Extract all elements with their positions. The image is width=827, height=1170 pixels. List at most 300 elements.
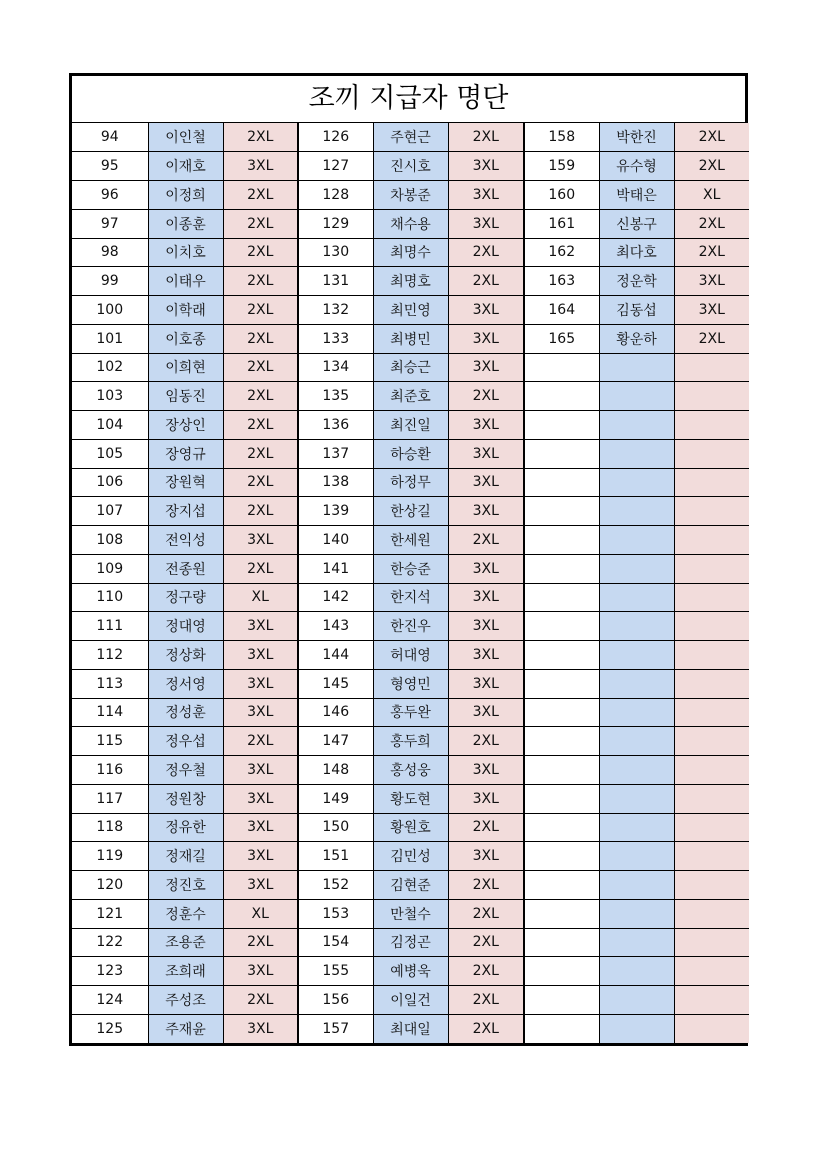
entry-size-cell: 2XL xyxy=(674,123,749,152)
entry-number-cell: 136 xyxy=(298,411,373,440)
entry-size-cell: 3XL xyxy=(448,641,524,670)
entry-number-cell: 107 xyxy=(72,497,148,526)
entry-name-cell xyxy=(599,411,674,440)
entry-size-cell: 2XL xyxy=(674,209,749,238)
entry-number-cell: 127 xyxy=(298,152,373,181)
table-row xyxy=(72,439,749,468)
entry-name-cell: 황도현 xyxy=(373,784,448,813)
entry-number-cell: 101 xyxy=(72,324,148,353)
entry-name-cell: 최병민 xyxy=(373,324,448,353)
entry-size-cell: 2XL xyxy=(448,267,524,296)
entry-name-cell: 한지석 xyxy=(373,583,448,612)
entry-number-cell: 123 xyxy=(72,957,148,986)
entry-number-cell: 165 xyxy=(524,324,599,353)
entry-size-cell: 3XL xyxy=(448,439,524,468)
entry-number-cell xyxy=(524,957,599,986)
entry-number-cell xyxy=(524,928,599,957)
entry-number-cell: 155 xyxy=(298,957,373,986)
entry-number-cell xyxy=(524,698,599,727)
entry-name-cell: 형영민 xyxy=(373,669,448,698)
entry-size-cell: 3XL xyxy=(223,641,298,670)
entry-number-cell: 129 xyxy=(298,209,373,238)
entry-size-cell: 3XL xyxy=(223,612,298,641)
entry-number-cell: 94 xyxy=(72,123,148,152)
table-row xyxy=(72,756,749,785)
entry-number-cell xyxy=(524,641,599,670)
entry-number-cell: 130 xyxy=(298,238,373,267)
table-row xyxy=(72,468,749,497)
entry-number-cell: 110 xyxy=(72,583,148,612)
entry-number-cell xyxy=(524,1014,599,1043)
entry-name-cell: 이정희 xyxy=(148,181,223,210)
entry-number-cell: 103 xyxy=(72,382,148,411)
entry-number-cell xyxy=(524,756,599,785)
entry-number-cell xyxy=(524,842,599,871)
entry-name-cell: 주재윤 xyxy=(148,1014,223,1043)
entry-size-cell: 2XL xyxy=(448,813,524,842)
entry-name-cell: 최명호 xyxy=(373,267,448,296)
entry-number-cell: 139 xyxy=(298,497,373,526)
entry-name-cell xyxy=(599,698,674,727)
entry-name-cell: 허대영 xyxy=(373,641,448,670)
entry-name-cell xyxy=(599,612,674,641)
entry-number-cell xyxy=(524,727,599,756)
entry-name-cell: 김정곤 xyxy=(373,928,448,957)
entry-name-cell: 조용준 xyxy=(148,928,223,957)
entry-size-cell: 3XL xyxy=(448,669,524,698)
entry-number-cell: 124 xyxy=(72,986,148,1015)
entry-size-cell: 3XL xyxy=(223,152,298,181)
entry-number-cell: 125 xyxy=(72,1014,148,1043)
entry-name-cell xyxy=(599,669,674,698)
entry-name-cell xyxy=(599,957,674,986)
entry-name-cell xyxy=(599,727,674,756)
entry-number-cell: 121 xyxy=(72,899,148,928)
entry-name-cell: 정우철 xyxy=(148,756,223,785)
table-row xyxy=(72,612,749,641)
entry-size-cell: 2XL xyxy=(448,526,524,555)
entry-name-cell: 정진호 xyxy=(148,871,223,900)
entry-name-cell: 최민영 xyxy=(373,296,448,325)
entry-name-cell: 이학래 xyxy=(148,296,223,325)
entry-size-cell: 2XL xyxy=(674,324,749,353)
entry-size-cell: 2XL xyxy=(223,238,298,267)
entry-name-cell: 최승근 xyxy=(373,353,448,382)
entry-number-cell: 160 xyxy=(524,181,599,210)
entry-size-cell: 2XL xyxy=(223,267,298,296)
roster-table xyxy=(72,123,749,1043)
entry-number-cell xyxy=(524,468,599,497)
entry-size-cell xyxy=(674,411,749,440)
table-row xyxy=(72,583,749,612)
entry-size-cell xyxy=(674,957,749,986)
entry-size-cell: 2XL xyxy=(223,727,298,756)
entry-size-cell: XL xyxy=(674,181,749,210)
table-row xyxy=(72,181,749,210)
entry-size-cell: 2XL xyxy=(674,152,749,181)
entry-size-cell: 3XL xyxy=(223,813,298,842)
entry-size-cell: 2XL xyxy=(223,382,298,411)
entry-size-cell xyxy=(674,727,749,756)
entry-name-cell: 정운학 xyxy=(599,267,674,296)
table-row xyxy=(72,526,749,555)
entry-number-cell: 147 xyxy=(298,727,373,756)
table-row xyxy=(72,669,749,698)
entry-name-cell xyxy=(599,756,674,785)
entry-number-cell: 152 xyxy=(298,871,373,900)
entry-number-cell xyxy=(524,899,599,928)
table-row xyxy=(72,871,749,900)
entry-size-cell: 2XL xyxy=(223,468,298,497)
entry-number-cell: 97 xyxy=(72,209,148,238)
entry-number-cell: 126 xyxy=(298,123,373,152)
entry-number-cell: 135 xyxy=(298,382,373,411)
entry-name-cell: 정유한 xyxy=(148,813,223,842)
table-row xyxy=(72,497,749,526)
entry-size-cell xyxy=(674,756,749,785)
entry-name-cell: 황운하 xyxy=(599,324,674,353)
entry-number-cell: 164 xyxy=(524,296,599,325)
entry-size-cell: 3XL xyxy=(223,698,298,727)
entry-size-cell: 2XL xyxy=(223,181,298,210)
entry-size-cell xyxy=(674,612,749,641)
entry-name-cell: 최다호 xyxy=(599,238,674,267)
entry-number-cell: 109 xyxy=(72,554,148,583)
entry-number-cell: 154 xyxy=(298,928,373,957)
entry-size-cell: 3XL xyxy=(448,296,524,325)
entry-number-cell: 158 xyxy=(524,123,599,152)
entry-size-cell: 3XL xyxy=(448,842,524,871)
entry-number-cell: 140 xyxy=(298,526,373,555)
entry-number-cell: 100 xyxy=(72,296,148,325)
entry-name-cell: 박한진 xyxy=(599,123,674,152)
entry-number-cell: 151 xyxy=(298,842,373,871)
entry-number-cell xyxy=(524,986,599,1015)
entry-size-cell: 2XL xyxy=(448,727,524,756)
entry-size-cell: 3XL xyxy=(448,554,524,583)
entry-size-cell: 2XL xyxy=(223,324,298,353)
entry-number-cell: 138 xyxy=(298,468,373,497)
entry-name-cell: 정원창 xyxy=(148,784,223,813)
entry-name-cell: 주성조 xyxy=(148,986,223,1015)
table-row xyxy=(72,641,749,670)
entry-size-cell: 3XL xyxy=(223,756,298,785)
entry-number-cell: 111 xyxy=(72,612,148,641)
entry-size-cell: 3XL xyxy=(448,583,524,612)
entry-name-cell xyxy=(599,899,674,928)
entry-number-cell: 98 xyxy=(72,238,148,267)
entry-number-cell: 149 xyxy=(298,784,373,813)
entry-name-cell: 홍성웅 xyxy=(373,756,448,785)
entry-size-cell xyxy=(674,641,749,670)
entry-size-cell xyxy=(674,871,749,900)
entry-name-cell: 한진우 xyxy=(373,612,448,641)
entry-number-cell xyxy=(524,784,599,813)
entry-number-cell: 128 xyxy=(298,181,373,210)
entry-name-cell: 김동섭 xyxy=(599,296,674,325)
entry-name-cell: 이인철 xyxy=(148,123,223,152)
entry-size-cell: 2XL xyxy=(223,353,298,382)
entry-name-cell: 김민성 xyxy=(373,842,448,871)
entry-number-cell: 118 xyxy=(72,813,148,842)
entry-number-cell: 144 xyxy=(298,641,373,670)
entry-number-cell: 156 xyxy=(298,986,373,1015)
entry-size-cell: 3XL xyxy=(448,353,524,382)
entry-size-cell xyxy=(674,382,749,411)
entry-size-cell: 2XL xyxy=(223,123,298,152)
entry-number-cell: 116 xyxy=(72,756,148,785)
entry-size-cell: 2XL xyxy=(448,928,524,957)
entry-name-cell: 정구량 xyxy=(148,583,223,612)
entry-name-cell: 장원혁 xyxy=(148,468,223,497)
entry-size-cell: 3XL xyxy=(674,267,749,296)
entry-number-cell: 104 xyxy=(72,411,148,440)
entry-number-cell: 102 xyxy=(72,353,148,382)
entry-number-cell: 96 xyxy=(72,181,148,210)
entry-size-cell: 2XL xyxy=(674,238,749,267)
entry-size-cell xyxy=(674,669,749,698)
entry-name-cell xyxy=(599,986,674,1015)
entry-size-cell: 3XL xyxy=(448,324,524,353)
entry-size-cell: 3XL xyxy=(448,784,524,813)
entry-size-cell: 2XL xyxy=(448,123,524,152)
entry-size-cell xyxy=(674,899,749,928)
entry-size-cell: 2XL xyxy=(448,1014,524,1043)
table-row xyxy=(72,267,749,296)
entry-size-cell: 3XL xyxy=(223,669,298,698)
table-row xyxy=(72,296,749,325)
entry-size-cell: 3XL xyxy=(223,842,298,871)
entry-number-cell: 117 xyxy=(72,784,148,813)
table-row xyxy=(72,152,749,181)
entry-number-cell: 161 xyxy=(524,209,599,238)
entry-size-cell: 2XL xyxy=(448,899,524,928)
entry-name-cell: 조희래 xyxy=(148,957,223,986)
entry-name-cell: 이태우 xyxy=(148,267,223,296)
entry-size-cell: 2XL xyxy=(448,238,524,267)
entry-name-cell xyxy=(599,871,674,900)
table-row xyxy=(72,957,749,986)
entry-number-cell xyxy=(524,411,599,440)
entry-name-cell: 임동진 xyxy=(148,382,223,411)
entry-number-cell: 105 xyxy=(72,439,148,468)
entry-number-cell xyxy=(524,526,599,555)
entry-number-cell: 131 xyxy=(298,267,373,296)
entry-number-cell xyxy=(524,583,599,612)
table-row xyxy=(72,238,749,267)
entry-number-cell: 112 xyxy=(72,641,148,670)
entry-name-cell: 최명수 xyxy=(373,238,448,267)
entry-name-cell: 신봉구 xyxy=(599,209,674,238)
table-row xyxy=(72,727,749,756)
entry-size-cell: XL xyxy=(223,899,298,928)
table-row xyxy=(72,1014,749,1043)
entry-size-cell: 2XL xyxy=(223,411,298,440)
entry-name-cell: 정훈수 xyxy=(148,899,223,928)
table-row xyxy=(72,842,749,871)
entry-size-cell xyxy=(674,842,749,871)
roster-sheet xyxy=(69,73,748,1046)
entry-name-cell: 정성훈 xyxy=(148,698,223,727)
entry-number-cell: 99 xyxy=(72,267,148,296)
entry-name-cell: 만철수 xyxy=(373,899,448,928)
entry-number-cell: 108 xyxy=(72,526,148,555)
entry-size-cell xyxy=(674,526,749,555)
table-row xyxy=(72,928,749,957)
entry-size-cell: XL xyxy=(223,583,298,612)
entry-size-cell xyxy=(674,497,749,526)
entry-name-cell: 한상길 xyxy=(373,497,448,526)
entry-number-cell: 106 xyxy=(72,468,148,497)
entry-number-cell: 134 xyxy=(298,353,373,382)
entry-number-cell: 95 xyxy=(72,152,148,181)
entry-name-cell: 차봉준 xyxy=(373,181,448,210)
entry-number-cell: 150 xyxy=(298,813,373,842)
entry-size-cell: 3XL xyxy=(223,526,298,555)
entry-name-cell: 황원호 xyxy=(373,813,448,842)
entry-name-cell: 장상인 xyxy=(148,411,223,440)
entry-size-cell xyxy=(674,698,749,727)
entry-size-cell xyxy=(674,554,749,583)
entry-number-cell: 122 xyxy=(72,928,148,957)
entry-name-cell: 주현근 xyxy=(373,123,448,152)
entry-name-cell xyxy=(599,382,674,411)
entry-size-cell: 2XL xyxy=(223,554,298,583)
entry-name-cell: 이호종 xyxy=(148,324,223,353)
table-row xyxy=(72,554,749,583)
entry-size-cell xyxy=(674,986,749,1015)
table-row xyxy=(72,353,749,382)
entry-size-cell: 2XL xyxy=(223,928,298,957)
entry-number-cell: 153 xyxy=(298,899,373,928)
entry-name-cell xyxy=(599,353,674,382)
entry-size-cell xyxy=(674,784,749,813)
entry-name-cell: 이희현 xyxy=(148,353,223,382)
entry-number-cell: 142 xyxy=(298,583,373,612)
entry-size-cell: 3XL xyxy=(223,871,298,900)
entry-name-cell: 하정무 xyxy=(373,468,448,497)
entry-number-cell: 148 xyxy=(298,756,373,785)
entry-size-cell xyxy=(674,928,749,957)
entry-size-cell xyxy=(674,353,749,382)
entry-number-cell xyxy=(524,669,599,698)
entry-size-cell: 3XL xyxy=(223,1014,298,1043)
entry-number-cell: 115 xyxy=(72,727,148,756)
entry-name-cell xyxy=(599,1014,674,1043)
entry-size-cell: 3XL xyxy=(448,209,524,238)
entry-name-cell: 정재길 xyxy=(148,842,223,871)
entry-size-cell: 3XL xyxy=(448,497,524,526)
entry-number-cell: 133 xyxy=(298,324,373,353)
entry-size-cell: 2XL xyxy=(223,497,298,526)
entry-size-cell xyxy=(674,813,749,842)
entry-size-cell xyxy=(674,468,749,497)
entry-name-cell: 박태은 xyxy=(599,181,674,210)
table-row xyxy=(72,123,749,152)
table-row xyxy=(72,698,749,727)
entry-number-cell xyxy=(524,813,599,842)
entry-name-cell: 전종원 xyxy=(148,554,223,583)
entry-name-cell xyxy=(599,813,674,842)
entry-name-cell: 정대영 xyxy=(148,612,223,641)
table-row xyxy=(72,324,749,353)
entry-size-cell xyxy=(674,583,749,612)
roster-body xyxy=(72,123,749,1043)
entry-name-cell: 이치호 xyxy=(148,238,223,267)
entry-number-cell: 146 xyxy=(298,698,373,727)
entry-size-cell: 3XL xyxy=(448,698,524,727)
entry-size-cell: 2XL xyxy=(448,871,524,900)
table-row xyxy=(72,986,749,1015)
entry-name-cell: 정서영 xyxy=(148,669,223,698)
entry-number-cell: 120 xyxy=(72,871,148,900)
entry-number-cell: 114 xyxy=(72,698,148,727)
entry-number-cell xyxy=(524,439,599,468)
entry-name-cell: 이종훈 xyxy=(148,209,223,238)
entry-size-cell: 2XL xyxy=(448,382,524,411)
entry-number-cell xyxy=(524,612,599,641)
entry-number-cell xyxy=(524,382,599,411)
entry-name-cell xyxy=(599,554,674,583)
entry-size-cell: 2XL xyxy=(223,439,298,468)
entry-name-cell: 김현준 xyxy=(373,871,448,900)
entry-name-cell: 한승준 xyxy=(373,554,448,583)
entry-name-cell: 장지섭 xyxy=(148,497,223,526)
entry-name-cell: 홍두완 xyxy=(373,698,448,727)
entry-number-cell xyxy=(524,353,599,382)
entry-number-cell: 137 xyxy=(298,439,373,468)
entry-name-cell: 예병욱 xyxy=(373,957,448,986)
entry-name-cell: 한세원 xyxy=(373,526,448,555)
table-row xyxy=(72,411,749,440)
entry-name-cell xyxy=(599,641,674,670)
entry-name-cell xyxy=(599,468,674,497)
entry-number-cell: 157 xyxy=(298,1014,373,1043)
entry-size-cell: 2XL xyxy=(448,986,524,1015)
table-row xyxy=(72,382,749,411)
entry-name-cell: 이일건 xyxy=(373,986,448,1015)
entry-name-cell xyxy=(599,784,674,813)
entry-name-cell: 채수용 xyxy=(373,209,448,238)
entry-name-cell: 하승환 xyxy=(373,439,448,468)
page-title: 조끼 지급자 명단 xyxy=(72,76,745,123)
entry-size-cell: 3XL xyxy=(448,152,524,181)
entry-number-cell: 119 xyxy=(72,842,148,871)
entry-name-cell xyxy=(599,439,674,468)
entry-name-cell: 장영규 xyxy=(148,439,223,468)
entry-name-cell xyxy=(599,583,674,612)
entry-name-cell xyxy=(599,928,674,957)
entry-size-cell: 2XL xyxy=(223,296,298,325)
entry-name-cell: 홍두희 xyxy=(373,727,448,756)
entry-number-cell: 163 xyxy=(524,267,599,296)
entry-number-cell: 132 xyxy=(298,296,373,325)
entry-name-cell xyxy=(599,526,674,555)
table-row xyxy=(72,899,749,928)
entry-name-cell: 최준호 xyxy=(373,382,448,411)
table-row xyxy=(72,784,749,813)
entry-size-cell: 3XL xyxy=(448,756,524,785)
entry-number-cell: 162 xyxy=(524,238,599,267)
entry-size-cell: 2XL xyxy=(223,986,298,1015)
entry-size-cell xyxy=(674,1014,749,1043)
entry-size-cell: 3XL xyxy=(448,411,524,440)
entry-size-cell: 2XL xyxy=(448,957,524,986)
entry-name-cell: 정우섭 xyxy=(148,727,223,756)
entry-name-cell: 전익성 xyxy=(148,526,223,555)
entry-name-cell: 최대일 xyxy=(373,1014,448,1043)
entry-size-cell: 3XL xyxy=(223,957,298,986)
